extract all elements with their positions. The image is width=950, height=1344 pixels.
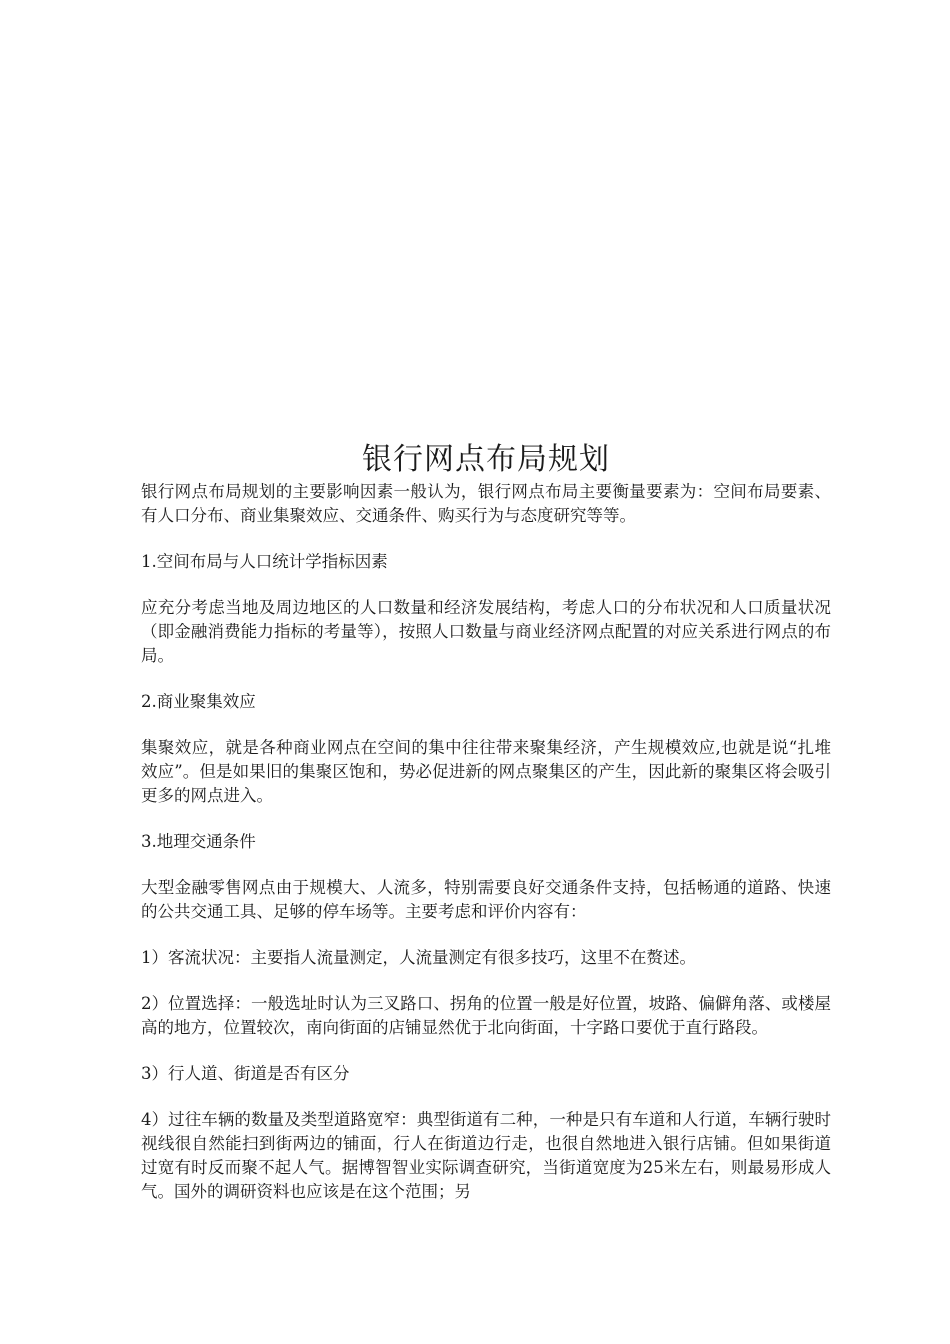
list-item-4: 4）过往车辆的数量及类型道路宽窄：典型街道有二种，一种是只有车道和人行道，车辆行驶时视线很自然能扫到街两边的铺面，行人在街道边行走，也很自然地进入银行店铺。但如果街道过宽有时反而聚不起人气。据博智智业实际调查研究，当街道宽度为25米左右，则最易形成人气。国外的调研资料也应该是在这个范围；另 [141,1110,831,1201]
intro-paragraph: 银行网点布局规划的主要影响因素一般认为，银行网点布局主要衡量要素为：空间布局要素、有人口分布、商业集聚效应、交通条件、购买行为与态度研究等等。 [141,482,831,525]
list-item-1: 1）客流状况：主要指人流量测定，人流量测定有很多技巧，这里不在赘述。 [141,948,696,967]
section-3-paragraph: 大型金融零售网点由于规模大、人流多，特别需要良好交通条件支持，包括畅通的道路、快速的公共交通工具、足够的停车场等。主要考虑和评价内容有： [141,878,831,921]
section-heading-3: 3.地理交通条件 [141,832,256,851]
document-title: 银行网点布局规划 [362,442,610,477]
section-heading-2: 2.商业聚集效应 [141,692,256,711]
list-item-2: 2）位置选择：一般选址时认为三叉路口、拐角的位置一般是好位置，坡路、偏僻角落、或楼屋高的地方，位置较次，南向街面的店铺显然优于北向街面，十字路口要优于直行路段。 [141,994,831,1037]
section-2-paragraph: 集聚效应，就是各种商业网点在空间的集中往往带来聚集经济，产生规模效应,也就是说“扎堆效应”。但是如果旧的集聚区饱和，势必促进新的网点聚集区的产生，因此新的聚集区将会吸引更多的网点进入。 [141,738,831,805]
section-1-paragraph: 应充分考虑当地及周边地区的人口数量和经济发展结构，考虑人口的分布状况和人口质量状况（即金融消费能力指标的考量等），按照人口数量与商业经济网点配置的对应关系进行网点的布局。 [141,598,831,665]
list-item-3: 3）行人道、街道是否有区分 [141,1064,350,1083]
section-heading-1: 1.空间布局与人口统计学指标因素 [141,552,388,571]
document-body [141,440,831,1204]
